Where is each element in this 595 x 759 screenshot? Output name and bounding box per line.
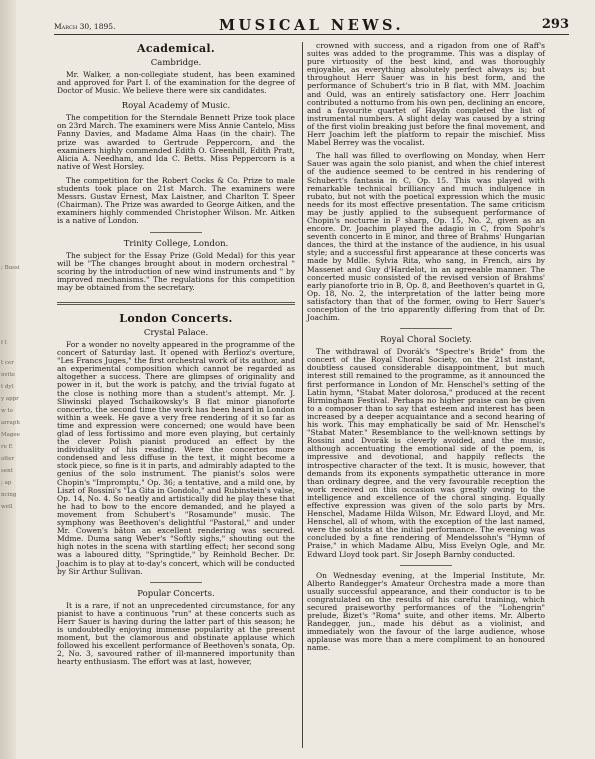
page-header <box>54 12 569 35</box>
adjacent-page-gutter <box>0 0 20 759</box>
paragraph: For a wonder no novelty appeared in the programme of the concert of Saturday last. It opened with Berlioz's overture, "Les Francs Juges," the first orchestral work of its author, and an experimental composition which cannot be regarded as altogether a success. There are glimpses of originality and power in it, but the work is patchy, and the trivial fugato at the close is nothing more than a student's attempt. Mr. J. Sliwinski played Tschaikowsky's B flat minor pianoforte concerto, the second time the work has been heard in London within a week. He gave a very free rendering of it so far as time and expression were concerned; one would have been glad of less fortissimo and more even playing, but certainly the clever Polish pianist produced an effect by the individuality of his reading. Were the concertos more condensed and less diffuse in the text, it might become a stock piece, so fine is it in parts, and admirably adapted to the genius of the solo instrument. The pianist's solos were Chopin's "Impromptu," Op. 36; a tentative, and a mild one, by Liszt of Rossini's "La Gita in Gondolo," and Rubinstein's valse, Op. 14, No. 4. So neatly and artistically did he play these that he had to bow to the encore demanded, and he played a movement from Schubert's "Rosamunde" music. The symphony was Beethoven's delightful "Pastoral," and under Mr. Cowen's bâton an excellent rendering was secured. Mdme. Duma sang Weber's "Softly sighs," shouting out the high notes in the scena with startling effect; her second song was a laboured ditty, "Springtide," by Reinhold Becher. Dr. Joachim is to play at to-day's concert, which will be conducted by Sir Arthur Sullivan. <box>57 339 296 576</box>
gutter-text-fragment: w to <box>1 408 13 414</box>
gutter-text-fragment: well <box>1 504 13 510</box>
section-title-london-concerts: London Concerts. <box>119 311 233 325</box>
divider-rule <box>150 232 202 233</box>
gutter-text-fragment: ; Bussi <box>1 265 20 271</box>
column-divider <box>302 42 303 748</box>
gutter-text-fragment: f I <box>1 340 7 346</box>
paragraph: The withdrawal of Dvorák's "Spectre's Bride" from the concert of the Royal Choral Society, on the 21st instant, doubtless caused considerable disappointment, but much interest still remained to the programme, as it announced the first performance in London of Mr. Henschel's setting of the Latin hymn, "Stabat Mater dolorosa," produced at the recent Birmingham Festival. Perhaps no higher praise can be given to a composer than to say that esteem and interest has been increased by a deeper acquaintance and a second hearing of his work. This may emphatically be said of Mr. Henschel's "Stabat Mater." Resemblance to the well-known settings by Rossini and Dvorák is cleverly avoided, and the music, although accentuating the emotional side of the poem, is impressive and devotional, and happily reflects the introspective character of the text. It is music, however, that demands from its exponents sympathetic utterance in more than ordinary degree, and the very favourable reception the work received on this occasion was greatly owing to the intelligence and excellence of the choral singing. Equally effective expression was given of the solo parts by Mrs. Henschel, Madame Hilda Wilson, Mr. Edward Lloyd, and Mr. Henschel, all of whom, with the exception of the last named, were the soloists at the initial performance. The evening was concluded by a fine rendering of Mendelssohn's "Hymn of Praise," in which Madame Albu, Miss Evelyn Ogle, and Mr. Edward Lloyd took part. Sir Joseph Barnby conducted. <box>307 347 545 559</box>
gutter-text-fragment: re E <box>1 444 13 450</box>
divider-rule <box>150 582 202 583</box>
issue-date: March 30, 1895. <box>54 22 116 31</box>
paragraph: On Wednesday evening, at the Imperial Institute, Mr. Alberto Randegger's Amateur Orchestra made a more than usually successful appearance, and their conductor is to be congratulated on the results of his careful training, which secured praiseworthy performances of the "Lohengrin" prelude, Bizet's "Roma" suite, and other items. Mr. Alberto Randegger, jun., made his début as a violinist, and immediately won the favour of the large audience, whose applause was more than a mere compliment to an honoured name. <box>307 570 545 653</box>
gutter-text-fragment: t dyl <box>1 384 14 390</box>
subheading-popular-concerts: Popular Concerts. <box>137 588 215 599</box>
right-column <box>307 42 545 658</box>
section-separator <box>57 302 295 305</box>
subheading-trinity: Trinity College, London. <box>123 238 229 249</box>
publication-title: MUSICAL NEWS. <box>218 17 405 34</box>
section-title-academical: Academical. <box>136 42 215 55</box>
subheading-cambridge: Cambridge. <box>150 58 202 68</box>
divider-rule <box>400 565 452 566</box>
subheading-royal-choral-society: Royal Choral Society. <box>380 335 472 346</box>
paragraph: The competition for the Sterndale Bennett Prize took place on 23rd March. The examiners were Miss Annie Cantelo, Miss Fanny Davies, and Madame Alma Haas (in the chair). The prize was awarded to Gertrude Peppercorn, and the examiners highly commended Edith O. Greenhill, Edith Pratt, Alicia A. Needham, and Ida C. Betts. Miss Peppercorn is a native of West Horsley. <box>57 113 295 171</box>
subheading-royal-academy: Royal Academy of Music. <box>121 101 231 112</box>
gutter-text-fragment: t cer <box>1 360 14 366</box>
gutter-text-fragment: arraph <box>1 420 20 426</box>
gutter-text-fragment: ncing <box>1 492 17 498</box>
gutter-text-fragment: sent <box>1 468 13 474</box>
left-column <box>57 42 295 671</box>
paragraph: The hall was filled to overflowing on Monday, when Herr Sauer was again the solo pianist, and when the chief interest of the audience seemed to be centred in his rendering of Schubert's fantasia in C, Op. 15. This was played with remarkable technical brilliancy and much indulgence in rubato, but not with the poetical expression which the music needs for its most effective presentation. The same criticism may be justly applied to the subsequent performance of Chopin's nocturne in F sharp, Op. 15, No. 2, given as an encore. Dr. Joachim played the adagio in C, from Spohr's seventh concerto in E minor, and three of Brahms' Hungarian dances, the third at the instance of the audience, in his usual style; and a successful first appearance at these concerts was made by Mdlle. Sylvia Rita, who sang, in French, airs by Massenet and Guy d'Hardelot, in an agreeable manner. The concerted music consisted of the revised version of Brahms' early pianoforte trio in B, Op. 8, and Beethoven's quartet in G, Op. 18, No. 2, the interpretation of the latter being more satisfactory than that of the former, owing to Herr Sauer's conception of the trio apparently differing from that of Dr. Joachim. <box>307 151 545 323</box>
page-number: 293 <box>541 17 569 32</box>
gutter-text-fragment: Magee <box>1 432 20 438</box>
paragraph: Mr. Walker, a non-collegiate student, has been examined and approved for Part I. of the examination for the degree of Doctor of Music. We believe there were six candidates. <box>57 70 295 96</box>
divider-rule <box>400 328 452 329</box>
paragraph: The competition for the Robert Cocks & Co. Prize to male students took place on 21st March. The examiners were Messrs. Gustav Ernest, Max Laistner, and Charlton T. Speer (Chairman). The Prize was awarded to George Aitken, and the examiners highly commended Christopher Wilson. Mr. Aitken is a native of London. <box>57 175 295 226</box>
gutter-text-fragment: y appr <box>1 396 19 402</box>
gutter-text-fragment: olter <box>1 456 15 462</box>
paragraph: It is a rare, if not an unprecedented circumstance, for any pianist to have a continuous "run" at these concerts such as Herr Sauer is having during the latter part of this season; he is undoubtedly enjoying immense popularity at the present moment, but the clamorous and obstinate applause which followed his excellent performance of Beethoven's sonata, Op. 2, No. 3, savoured rather of ill-mannered importunity than hearty enthusiasm. The effort was at last, however, <box>57 600 295 667</box>
gutter-text-fragment: nvite <box>1 372 15 378</box>
subheading-crystal-palace: Crystal Palace. <box>143 327 209 338</box>
paragraph: crowned with success, and a rigadon from one of Raff's suites was added to the programme. This was a display of pure virtuosity of the best kind, and was thoroughly enjoyable, as everything absolutely perfect always is; but throughout Herr Sauer was in his best form, and the performance of Schubert's trio in B flat, with MM. Joachim and Ould, was an entirely satisfactory one. Herr Joachim contributed a notturno from his own pen, declining an encore, and a favourite quartet of Haydn completed the list of instrumental numbers. A slight delay was caused by a string of the first violin breaking just before the final movement, and Herr Joachim left the platform to repair the mischief. Miss Mabel Berrey was the vocalist. <box>307 41 545 148</box>
gutter-text-fragment: ; ap <box>1 480 12 486</box>
paragraph: The subject for the Essay Prize (Gold Medal) for this year will be "The changes brought about in modern orchestral " scoring by the introduction of new wind instruments and " by improved mechanisms." The regulations for this competition may be obtained from the secretary. <box>57 250 295 292</box>
